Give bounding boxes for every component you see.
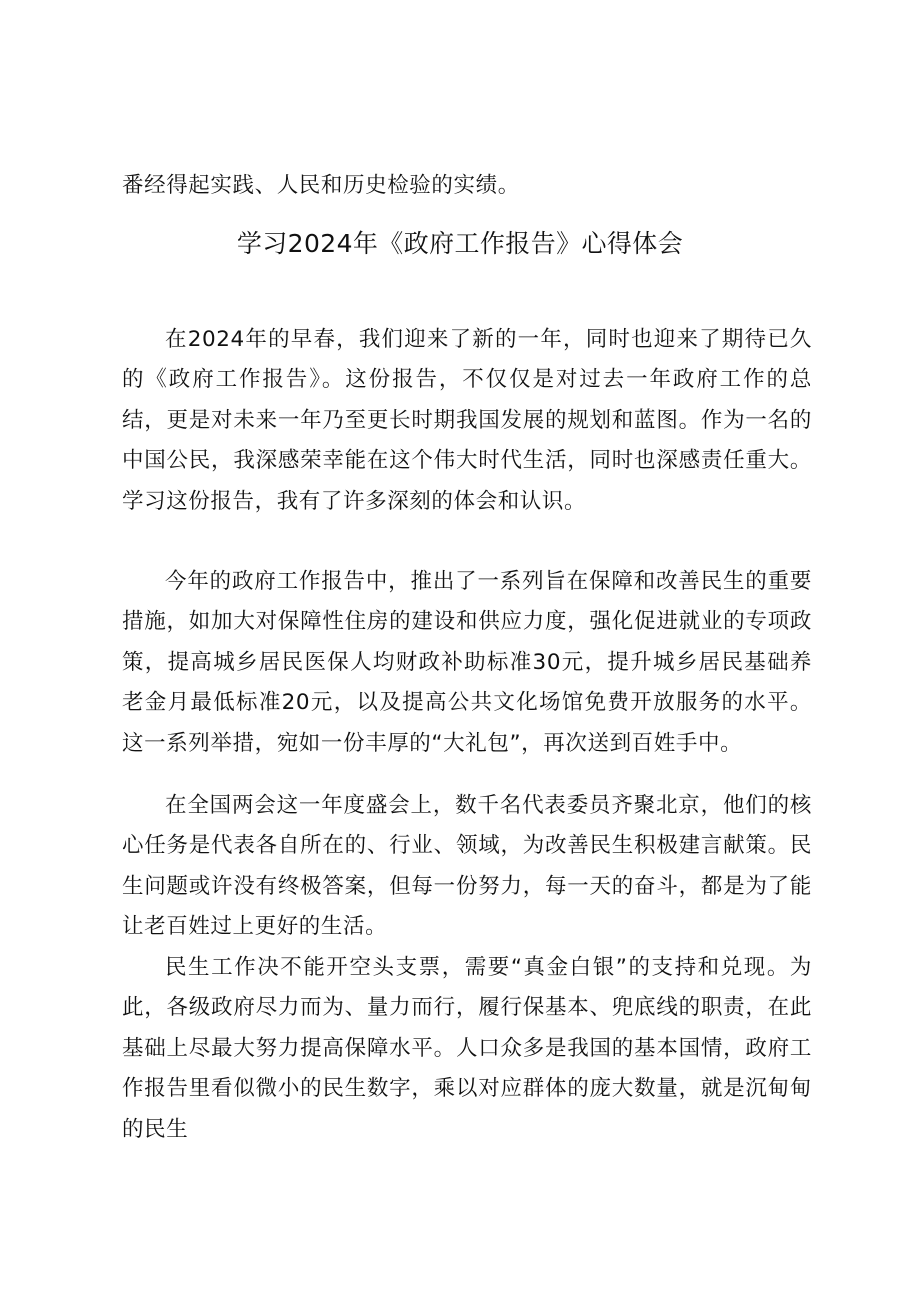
paragraph: 民生工作决不能开空头支票，需要“真金白银”的支持和兑现。为此，各级政府尽力而为、量力而行，履行保基本、兜底线的职责，在此基础上尽最大努力提高保障水平。人口众多是我国的基本国情，政府工作报告里看似微小的民生数字，乘以对应群体的庞大数量，就是沉甸甸的民生 xyxy=(122,955,812,1142)
paragraph: 在2024年的早春，我们迎来了新的一年，同时也迎来了期待已久的《政府工作报告》。这份报告，不仅仅是对过去一年政府工作的总结，更是对未来一年乃至更长时期我国发展的规划和蓝图。作为一名的中国公民，我深感荣幸能在这个伟大时代生活，同时也深感责任重大。学习这份报告，我有了许多深刻的体会和认识。 xyxy=(122,327,812,514)
paragraph: 在全国两会这一年度盛会上，数千名代表委员齐聚北京，他们的核心任务是代表各自所在的、行业、领域，为改善民生积极建言献策。民生问题或许没有终极答案，但每一份努力，每一天的奋斗，都是为了能让老百姓过上更好的生活。 xyxy=(122,793,812,940)
paragraph: 今年的政府工作报告中，推出了一系列旨在保障和改善民生的重要措施，如加大对保障性住房的建设和供应力度，强化促进就业的专项政策，提高城乡居民医保人均财政补助标准30元，提升城乡居民基础养老金月最低标准20元，以及提高公共文化场馆免费开放服务的水平。这一系列举措，宛如一份丰厚的“大礼包”，再次送到百姓手中。 xyxy=(122,569,812,756)
continued-text-line: 番经得起实践、人民和历史检验的实绩。 xyxy=(122,173,520,198)
document-title: 学习2024年《政府工作报告》心得体会 xyxy=(236,229,684,258)
